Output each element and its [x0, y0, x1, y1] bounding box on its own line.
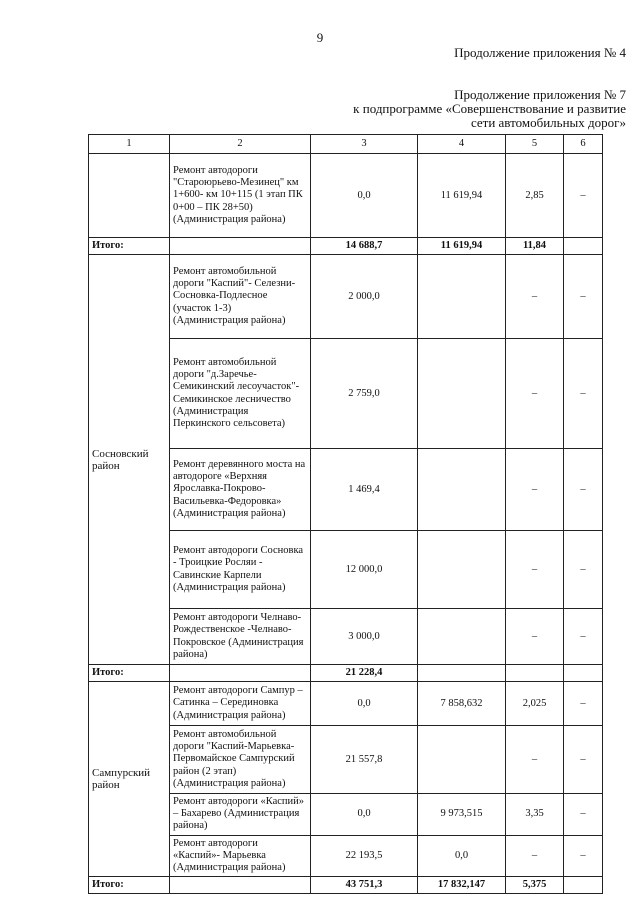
value-col4: 9 973,515: [418, 794, 506, 836]
total-col3: 14 688,7: [311, 238, 418, 255]
value-col3: 12 000,0: [311, 531, 418, 609]
road-repair-table: [88, 134, 603, 894]
object-description: Ремонт деревянного моста на автодороге «Верхняя Ярославка-Покрово-Васильевка-Федоровка» (Администрация района): [170, 449, 311, 531]
value-col6: –: [564, 154, 603, 238]
table-row: [89, 255, 603, 339]
value-col6: –: [564, 609, 603, 665]
value-col4: [418, 531, 506, 609]
column-header: 6: [564, 135, 603, 154]
empty-cell: [564, 665, 603, 682]
total-col4: 17 832,147: [418, 877, 506, 894]
table-row: [89, 682, 603, 726]
value-col5: –: [506, 609, 564, 665]
value-col3: 0,0: [311, 682, 418, 726]
empty-cell: [170, 665, 311, 682]
object-description: Ремонт автодороги «Каспий» – Бахарево (Администрация района): [170, 794, 311, 836]
total-col5: 5,375: [506, 877, 564, 894]
value-col3: 21 557,8: [311, 726, 418, 794]
column-number-row: [89, 135, 603, 154]
value-col4: 11 619,94: [418, 154, 506, 238]
value-col6: –: [564, 682, 603, 726]
total-row: [89, 877, 603, 894]
column-header: 3: [311, 135, 418, 154]
value-col5: –: [506, 255, 564, 339]
value-col4: 7 858,632: [418, 682, 506, 726]
value-col5: 3,35: [506, 794, 564, 836]
value-col3: 2 000,0: [311, 255, 418, 339]
value-col5: –: [506, 835, 564, 877]
total-col4: 11 619,94: [418, 238, 506, 255]
value-col3: 2 759,0: [311, 339, 418, 449]
value-col6: –: [564, 255, 603, 339]
empty-cell: [564, 877, 603, 894]
value-col6: –: [564, 794, 603, 836]
value-col6: –: [564, 835, 603, 877]
value-col4: [418, 609, 506, 665]
value-col4: [418, 255, 506, 339]
empty-cell: [170, 238, 311, 255]
value-col6: –: [564, 726, 603, 794]
value-col5: –: [506, 531, 564, 609]
object-description: Ремонт автомобильной дороги "Каспий"- Селезни-Сосновка-Подлесное (участок 1-3) (Администрация района): [170, 255, 311, 339]
total-row: [89, 665, 603, 682]
total-col3: 43 751,3: [311, 877, 418, 894]
subheader-line: к подпрограмме «Совершенствование и развитие: [353, 101, 626, 116]
value-col5: 2,025: [506, 682, 564, 726]
value-col5: –: [506, 339, 564, 449]
value-col3: 0,0: [311, 794, 418, 836]
value-col5: 2,85: [506, 154, 564, 238]
value-col5: –: [506, 449, 564, 531]
object-description: Ремонт автодороги "Староюрьево-Мезинец" км 1+600- км 10+115 (1 этап ПК 0+00 – ПК 28+50) (Администрация района): [170, 154, 311, 238]
total-label: Итого:: [89, 665, 170, 682]
value-col3: 3 000,0: [311, 609, 418, 665]
value-col5: –: [506, 726, 564, 794]
object-description: Ремонт автомобильной дороги "Каспий-Марьевка-Первомайское Сампурский район (2 этап) (Администрация района): [170, 726, 311, 794]
value-col4: [418, 339, 506, 449]
object-description: Ремонт автодороги Сампур – Сатинка – Серединовка (Администрация района): [170, 682, 311, 726]
total-col3: 21 228,4: [311, 665, 418, 682]
value-col6: –: [564, 531, 603, 609]
value-col4: 0,0: [418, 835, 506, 877]
total-label: Итого:: [89, 238, 170, 255]
district-name: Сампурский район: [89, 682, 170, 877]
total-row: [89, 238, 603, 255]
value-col4: [418, 726, 506, 794]
value-col3: 1 469,4: [311, 449, 418, 531]
value-col6: –: [564, 449, 603, 531]
object-description: Ремонт автодороги Челнаво- Рождественское -Челнаво-Покровское (Администрация района): [170, 609, 311, 665]
empty-cell: [418, 665, 506, 682]
value-col6: –: [564, 339, 603, 449]
object-description: Ремонт автодороги «Каспий»- Марьевка (Администрация района): [170, 835, 311, 877]
value-col3: 22 193,5: [311, 835, 418, 877]
empty-cell: [564, 238, 603, 255]
subheader-line: Продолжение приложения № 7: [454, 87, 626, 102]
continuation-note: Продолжение приложения № 4: [454, 45, 626, 60]
empty-cell: [170, 877, 311, 894]
total-label: Итого:: [89, 877, 170, 894]
column-header: 2: [170, 135, 311, 154]
district-cell: [89, 154, 170, 238]
table-row: [89, 154, 603, 238]
total-col5: 11,84: [506, 238, 564, 255]
appendix-subheader: [296, 88, 626, 130]
object-description: Ремонт автомобильной дороги "д.Заречье-Семикинский лесоучасток"- Семикинское лесничество (Администрация Перкинского сельсовета): [170, 339, 311, 449]
value-col3: 0,0: [311, 154, 418, 238]
subheader-line: сети автомобильных дорог»: [470, 115, 626, 130]
district-name: Сосновский район: [89, 255, 170, 665]
empty-cell: [506, 665, 564, 682]
object-description: Ремонт автодороги Сосновка - Троицкие Росляи - Савинские Карпели (Администрация района): [170, 531, 311, 609]
column-header: 5: [506, 135, 564, 154]
page-number: 9: [316, 30, 324, 45]
column-header: 4: [418, 135, 506, 154]
column-header: 1: [89, 135, 170, 154]
value-col4: [418, 449, 506, 531]
